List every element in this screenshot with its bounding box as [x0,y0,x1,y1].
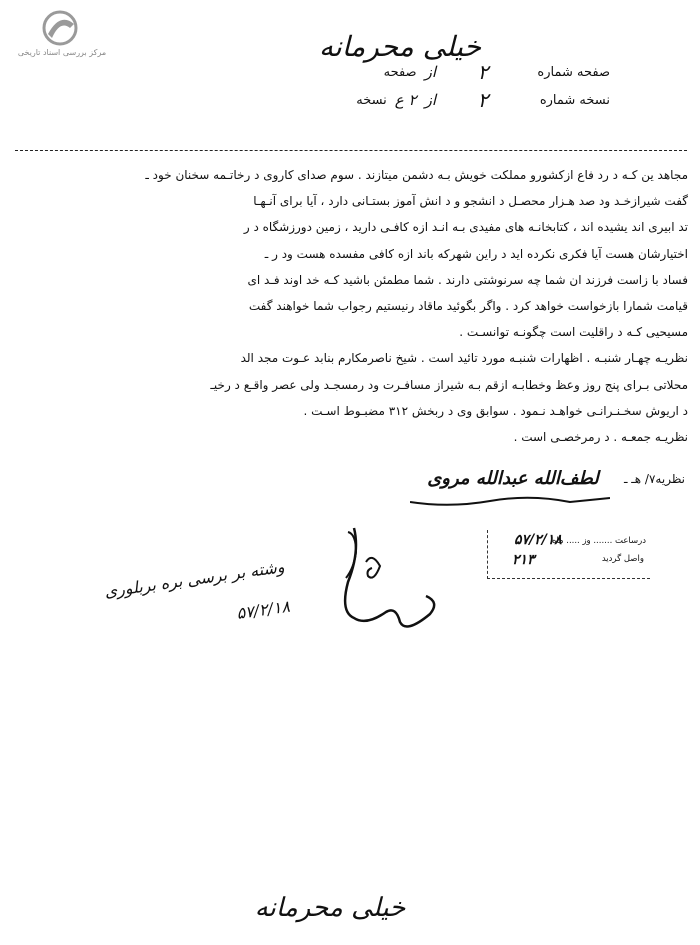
stamp-line-2: واصل گردید [601,554,644,564]
body-line: گفت شیرازخـد ود صد هـزار محصـل د انشجو و د انش آموز بستـانی دارد ، آیا برای آنـهـا [253,194,688,209]
document-body [18,162,688,450]
body-line: قیامت شمارا بازخواست خواهد کرد . واگر بگوئید ماقاد رنیستیم رجواب شما خواهند گفت [248,299,688,314]
body-line: د اریوش سخـنـرانـی خواهـد نـمود . سوابق وی د ربخش ۳۱۲ مضبـوط اسـت . [303,403,688,418]
body-line: اختیارشان هست آیا فکری نکرده اید د راین شهرکه باند ازه کافی مفسده هست ود ر ـ [264,246,688,261]
initial-scribble [326,522,446,637]
stamp-handwritten-number: ۲۱۳ [512,552,535,568]
page-label: صفحه شماره [537,64,610,80]
minister-note-date: ۵۷/۲/۱۸ [235,596,292,623]
page-header [150,60,610,112]
classification-top: خیلی محرمانه [318,30,482,63]
page-number-row [150,60,610,84]
copy-of: از [424,91,436,109]
archive-logo [6,6,118,66]
copies-label: صفحه [383,64,417,80]
copy-word: نسخه [356,92,387,108]
minister-note-text: وشته بر برسی بره بربلوری [103,557,286,602]
body-line: تد ابیری اند یشیده اند ، کتابخانـه های مفیدی بـه انـد ازه کافـی دارید ، زمین دورزشگاه د ر [243,220,688,235]
copy-label: نسخه شماره [539,92,610,108]
body-line: مسیحیی کـه د راقلیت است چگونـه توانسـت . [459,325,688,340]
page-of: از [424,63,436,81]
copy-number: ۲ [477,88,489,112]
opinion-label: نظریه۷/ هـ ـ [623,472,685,486]
received-stamp [487,530,650,579]
signature-flourish [410,496,610,508]
archive-logo-icon [40,10,80,46]
copy-total: ۲ ع [394,91,417,109]
stamp-handwritten-date: ۵۷/۲/۱۸ [514,532,562,548]
classification-bottom: خیلی محرمانه [254,893,406,923]
body-line: فساد با زاست فرزند ان شما چه سرنوشتی دارند . شما مطمئن باشید کـه خد اوند فـد ای [247,272,688,287]
body-line: محلاتی بـرای پنج روز وعظ وخطابـه ازقم بـه شیراز مسافـرت ود رمسجـد ولی عصر واقـع د رخیـ [210,377,688,392]
body-line: مجاهد ین کـه د رد فاع ازکشورو مملکت خویش بـه دشمن میتازند . سوم صدای کاروی د رخاتـمه سخنان خود ـ [145,168,688,182]
archive-logo-caption: مرکز بررسی اسناد تاریخی [17,48,107,57]
body-line: نظریـه چهـار شنبـه . اظهارات شنبـه مورد تائید است . شیخ ناصرمکارم بنابد عـوت مجد الد [240,351,688,366]
minister-note [93,547,292,653]
handwritten-signature: لطف‌الله عبدالله مروی [427,468,599,489]
copy-number-row [150,88,610,112]
divider-line [15,150,687,151]
body-line: نظریـه جمعـه . د رمرخصـی است . [513,430,688,445]
page-number: ۲ [477,60,489,84]
stamp-line-1: درساعت ....... وز ..... ماه [551,536,646,546]
